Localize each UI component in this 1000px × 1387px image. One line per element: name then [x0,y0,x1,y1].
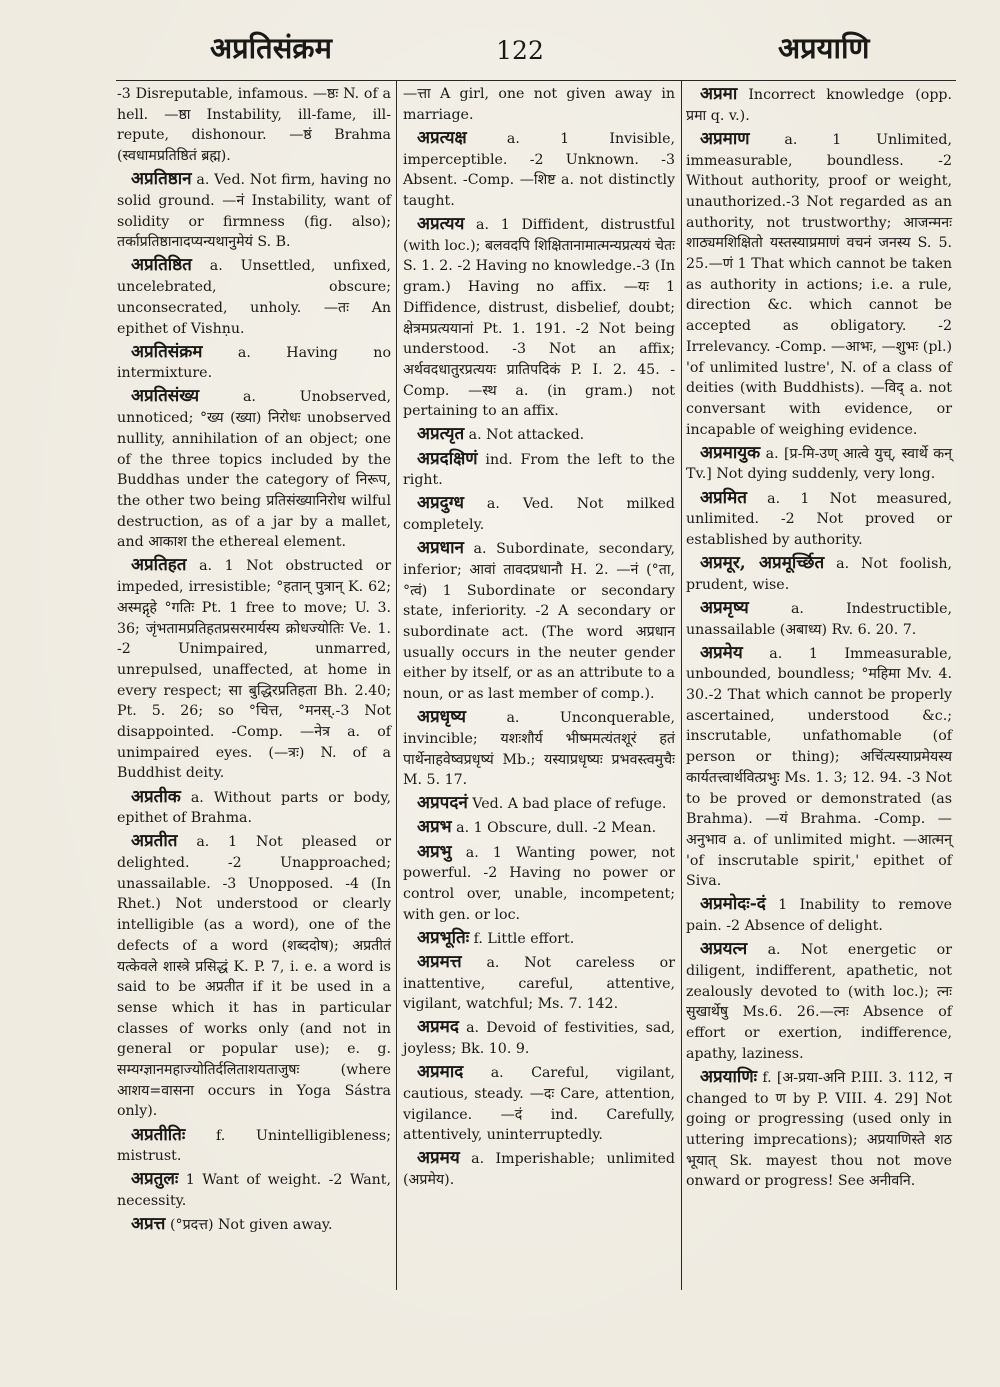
entry-text: a. Careful, vigilant, cautious, steady. —दः Care, attention, vigilance. —दं ind. Carefully, attentively, uninterruptedly. [403,1065,675,1144]
entry-headword: अप्रमित [700,487,747,508]
dictionary-entry [117,255,391,339]
entry-text: a. Without parts or body, epithet of Brahma. [117,789,391,827]
entry-text: a. Unsettled, unfixed, uncelebrated, obscure; unconsecrated, unholy. —तः An epithet of Vishṇu. [117,258,391,337]
entry-text: a. 1 Diffident, distrustful (with loc.); बलवदपि शिक्षितानामात्मन्यप्रत्ययं चेतः S. 1. 2. -2 Having no knowledge.-3 (In gram.) Having no affix. —यः 1 Diffidence, distrust, disbelief, doubt; क्षेत्रमप्रत्ययानां Pt. 1. 191. -2 Not being understood. -3 Not an affix; अर्थवदधातुरप्रत्ययः प्रातिपदिकं P. I. 2. 45. -Comp. —स्थ a. (in gram.) not pertaining to an affix. [403,217,676,420]
entry-headword: अप्रतिष्ठान [131,169,192,190]
entry-text: a. Not energetic or diligent, indifferent, apathetic, not zealously devoted to (with loc.); त्नः सुखार्थेषु Ms.6. 26.—त्नः Absence of effort or exertion, indifference, apathy, laziness. [686,942,952,1062]
dictionary-entry [117,169,391,253]
dictionary-entry [686,488,952,551]
entry-text: a. Ved. Not milked completely. [403,496,675,534]
entry-text: a. 1 Not measured, unlimited. -2 Not proved or established by authority. [686,490,952,548]
dictionary-entry [686,939,952,1064]
dictionary-entry [403,793,675,815]
entry-text: a. Unobserved, unnoticed; °ख्य (ख्या) निरोधः unobserved nullity, annihilation of an object; one of the three topics included by the Buddhas under the category of निरूप, the other two being प्रतिसंख्यानिरोध wilful destruction, as of a jar by a mallet, and आकाश the ethereal element. [117,389,391,551]
entry-text: a. [प्र-मि-उण् आत्वे युच्, स्वार्थे कन् Tv.] Not dying suddenly, very long. [686,445,952,483]
entry-headword: अप्रमेय [700,642,743,663]
entry-text: a. Having no intermixture. [117,344,391,382]
dictionary-entry [403,449,675,491]
entry-headword: अप्रमाण [700,128,750,149]
entry-text: —त्ता A girl, one not given away in marriage. [403,86,675,123]
right-guide-word: अप्रयाणि [778,31,870,65]
column-3 [686,84,952,1194]
entry-text: ind. From the left to the right. [403,451,675,489]
entry-text: f. Unintelligibleness; mistrust. [117,1127,391,1165]
column-2 [403,84,675,1193]
entry-headword: अप्रत्यक्ष [417,127,467,148]
column-1 [117,84,391,1238]
dictionary-entry [403,842,675,926]
dictionary-entry [117,1214,391,1236]
entry-text: a. Ved. Not firm, having no solid ground. —नं Instability, want of solidity or firmness (fig. also); तर्काप्रतिष्ठानादप्यन्यथानुमेयं S. B. [117,172,391,251]
dictionary-entry [403,538,675,705]
dictionary-entry [117,1125,391,1167]
entry-text: a. 1 Unlimited, immeasurable, boundless. -2 Without authority, proof or weight, unauthorized.-3 Not regarded as an authority, not trustworthy; आजन्मनः शाठ्यमशिक्षितो यस्तस्याप्रमाणं वचनं जनस्य S. 5. 25.—णं 1 That which cannot be taken as authority in actions; i.e. a rule, direction &c. which cannot be accepted as obligatory. -2 Irrelevancy. -Comp. —आभः, —शुभः (pl.) 'of unlimited lustre', N. of a class of deities (with Buddhists). —विद् a. not conversant with evidence, or incapable of weighing evidence. [686,131,952,438]
dictionary-entry [117,787,391,829]
dictionary-entry [686,894,952,936]
header-rule [116,80,956,81]
entry-text: a. Devoid of festivities, sad, joyless; Bk. 10. 9. [403,1020,675,1058]
entry-text: a. 1 Not pleased or delighted. -2 Unapproached; unassailable. -3 Unopposed. -4 (In Rhet.) Not understood or clearly intelligible (as a word), one of the defects of a word (शब्ददोष); अप्रतीतं यत्केवले शास्त्रे प्रसिद्धं K. P. 7, i. e. a word is said to be अप्रतीत if it be used in a sense which it has in particular classes of works only (and not in general or popular use); e. g. सम्यग्ज्ञानमहाज्योतिर्दलिताशयताजुषः (where आशय=वासना occurs in Yoga Sástra only). [117,834,392,1120]
column-divider-2 [681,80,682,1290]
entry-text: 1 Want of weight. -2 Want, necessity. [117,1172,392,1210]
entry-text: Ved. A bad place of refuge. [472,796,667,813]
entry-headword: अप्रमद [417,1017,459,1038]
entry-headword: अप्रतीतिः [131,1124,186,1145]
entry-headword: अप्रतिहत [131,555,187,576]
entry-headword: अप्रमत्त [417,951,462,972]
column-divider-1 [396,80,397,1290]
entry-headword: अप्रतिसंक्रम [131,341,203,362]
dictionary-entry [403,817,675,839]
dictionary-entry [686,598,952,640]
dictionary-entry [686,643,952,892]
entry-text: a. 1 Obscure, dull. -2 Mean. [456,820,657,837]
running-head [0,28,1000,78]
dictionary-entry [403,214,675,422]
dictionary-entry [117,831,391,1122]
dictionary-entry [117,386,391,553]
entry-headword: अप्रमूर, अप्रमूर्च्छित [700,553,825,574]
entry-headword: अप्रतिसंख्य [131,386,200,407]
entry-continuation [117,84,391,167]
entry-text: Incorrect knowledge (opp. प्रमा q. v.). [686,87,952,124]
entry-headword: अप्रमृष्य [700,597,749,618]
entry-headword: अप्रमा [700,84,738,104]
entry-text: a. Not foolish, prudent, wise. [686,556,952,593]
entry-headword: अप्रमय [417,1148,460,1169]
entry-headword: अप्रभ [417,817,452,838]
entry-text: (°प्रदत्त) Not given away. [169,1217,333,1234]
entry-headword: अप्रतीक [131,786,181,807]
dictionary-entry [403,952,675,1015]
dictionary-entry [403,1017,675,1059]
entry-headword: अप्रत्त [131,1214,166,1235]
entry-headword: अप्रत्यय [417,214,465,234]
entry-text: a. Not careless or inattentive, careful, attentive, vigilant, watchful; Ms. 7. 142. [403,954,676,1013]
left-guide-word: अप्रतिसंक्रम [210,31,332,65]
entry-headword: अप्रतिष्ठित [131,255,192,276]
entry-headword: अप्रमायुक [700,442,761,463]
entry-headword: अप्रदक्षिणं [417,448,478,469]
entry-headword: अप्रतुलः [131,1169,179,1190]
entry-text: a. Not attacked. [468,427,585,444]
entry-headword: अप्रतीत [131,831,178,852]
dictionary-entry [403,128,675,212]
entry-headword: अप्रपदनं [417,793,468,814]
dictionary-entry [403,493,675,535]
entry-headword: अप्रत्यृत [417,424,465,445]
entry-text: a. Unconquerable, invincible; यशःशौर्य भीष्ममत्यंतशूरं हतं पार्थेनाहवेष्वप्रधृष्यं Mb.; यस्याप्रधृष्यः प्रभवस्त्वमुचैः M. 5. 17. [403,710,675,789]
dictionary-entry [403,1148,675,1190]
entry-text: a. 1 Not obstructed or impeded, irresistible; °हतान् पुत्रान् K. 62; अस्मद्गृहे °गतिः Pt. 1 free to move; U. 3. 36; जृंभतामप्रतिहतप्रसरमार्यस्य क्रोधज्योतिः Ve. 1. -2 Unimpaired, unmarred, unrepulsed, unaffected, at home in every respect; सा बुद्धिरप्रतिहता Bh. 2.40; Pt. 5. 26; so °चित्त, °मनस्.-3 Not disappointed. -Comp. —नेत्र a. of unimpaired eyes. (—त्रः) N. of a Buddhist deity. [117,558,391,782]
dictionary-entry [686,84,952,126]
entry-text: f. [अ-प्रया-अनि P.III. 3. 112, न changed to ण by P. VIII. 4. 29] Not going or progressing (used only in uttering imprecations); अप्रयाणिस्ते शठ भूयात् Sk. mayest thou not move onward or progress! See अनीवनि. [686,1069,952,1190]
dictionary-entry [117,1169,391,1211]
entry-headword: अप्रभूतिः [417,927,470,948]
entry-text: a. Imperishable; unlimited (अप्रमेय). [403,1151,675,1189]
dictionary-entry [403,928,675,950]
entry-headword: अप्रदुग्ध [417,493,464,514]
entry-text: a. 1 Immeasurable, unbounded, boundless; °महिमा Mv. 4. 30.-2 That which cannot be properly ascertained, understood &c.; inscrutable, unfathomable (of person or thing); अचिंत्यस्याप्रमेयस्य कार्यतत्त्वार्थवित्प्रभुः Ms. 1. 3; 12. 94. -3 Not to be proved or demonstrated (as Brahma). —यं Brahma. -Comp. —अनुभाव a. of unlimited might. —आत्मन् 'of inscrutable spirit,' epithet of Siva. [686,645,952,890]
dictionary-entry [686,443,952,485]
entry-text: f. Little effort. [473,930,575,947]
entry-text: a. Subordinate, secondary, inferior; आवां तावदप्रधानौ H. 2. —नं (°ता, °त्वं) 1 Subordinate or secondary state, inferiority. -2 A secondary or subordinate act. (The word अप्रधान usually occurs in the neuter gender either by itself, or as an attribute to a noun, or as last member of comp.). [403,541,675,703]
entry-headword: अप्रमोदः-दं [700,894,766,915]
dictionary-entry [117,555,391,784]
entry-text: 1 Inability to remove pain. -2 Absence of delight. [686,897,952,935]
dictionary-entry [117,342,391,384]
entry-text: a. 1 Wanting power, not powerful. -2 Having no power or control over, unable, incompetent; with gen. or loc. [403,844,675,923]
entry-text: a. 1 Invisible, imperceptible. -2 Unknown. -3 Absent. -Comp. —शिष्ट a. not distinctly taught. [403,130,676,209]
entry-text: a. Indestructible, unassailable (अबाध्य) Rv. 6. 20. 7. [686,600,952,638]
entry-headword: अप्रमाद [417,1062,464,1083]
dictionary-entry [403,707,675,791]
entry-headword: अप्रधान [417,538,464,559]
dictionary-entry [686,129,952,441]
entry-headword: अप्रधृष्य [417,707,467,728]
entry-text: -3 Disreputable, infamous. —ष्ठः N. of a hell. —ष्ठा Instability, ill-fame, ill-repute, dishonour. —ष्ठं Brahma (स्वधामप्रतिष्ठितं ब्रह्म). [117,86,391,165]
dictionary-entry [686,553,952,595]
entry-continuation [403,84,675,125]
page-number: 122 [496,36,544,65]
entry-headword: अप्रभु [417,841,452,862]
dictionary-entry [686,1067,952,1192]
dictionary-entry [403,1062,675,1146]
entry-headword: अप्रयत्न [700,939,748,960]
dictionary-entry [403,424,675,446]
entry-headword: अप्रयाणिः [700,1066,758,1087]
